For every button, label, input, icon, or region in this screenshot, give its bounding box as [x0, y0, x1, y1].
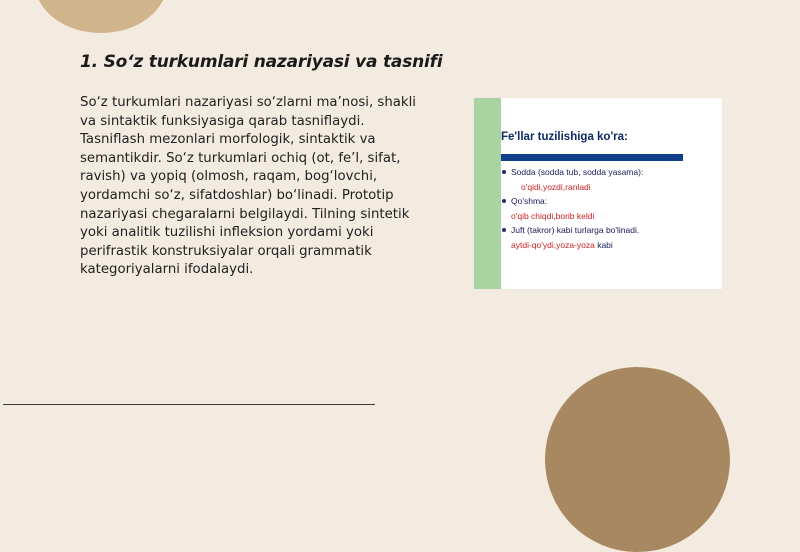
- divider-line: [3, 404, 375, 405]
- slide-list-item: [501, 165, 643, 180]
- slide-list-item: [501, 194, 643, 209]
- slide-item-example-line: [501, 238, 643, 253]
- decorative-circle-top: [35, 0, 167, 33]
- section-title: 1. So‘z turkumlari nazariyasi va tasnifi: [80, 52, 443, 72]
- slide-item-example-suffix: kabi: [594, 239, 613, 250]
- slide-title-underline: [501, 154, 683, 161]
- slide-list-item: [501, 223, 643, 238]
- slide-green-stripe: [474, 98, 501, 289]
- slide-item-label: Qo'shma:: [511, 196, 548, 206]
- slide-list: [501, 165, 643, 252]
- section-body: So‘z turkumlari nazariyasi so‘zlarni ma’nosi, shakli va sintaktik funksiyasiga qarab tasniflaydi. Tasniflash mezonlari morfologik, sintaktik va semantikdir. So‘z turkumlari ochiq (ot, fe’l, sifat, ravish) va yopiq (olmosh, raqam, bog‘lovchi, yordamchi so‘z, sifatdoshlar) bo‘linadi. Prototip nazariyasi chegaralarni belgilaydi. Tilning sintetik yoki analitik tuzilishi infleksion yordami yoki perifrastik konstruksiyalar orqali grammatik kategoriyalarni ifodalaydi.: [80, 95, 416, 278]
- slide-item-example: o'qib chiqdi,borib keldi: [511, 210, 595, 221]
- slide-item-label: Sodda (sodda tub, sodda yasama):: [511, 167, 644, 177]
- slide-title: Fe'llar tuzilishiga ko'ra:: [501, 131, 628, 143]
- slide-image: [474, 98, 722, 289]
- slide-item-example: aytdi-qo'ydi,yoza-yoza: [511, 239, 595, 250]
- slide-item-label: Juft (takror) kabi turlarga bo'linadi.: [511, 225, 640, 235]
- slide-item-example: o'qidi,yozdi,ranladi: [521, 181, 591, 192]
- decorative-circle-bottom: [545, 367, 730, 552]
